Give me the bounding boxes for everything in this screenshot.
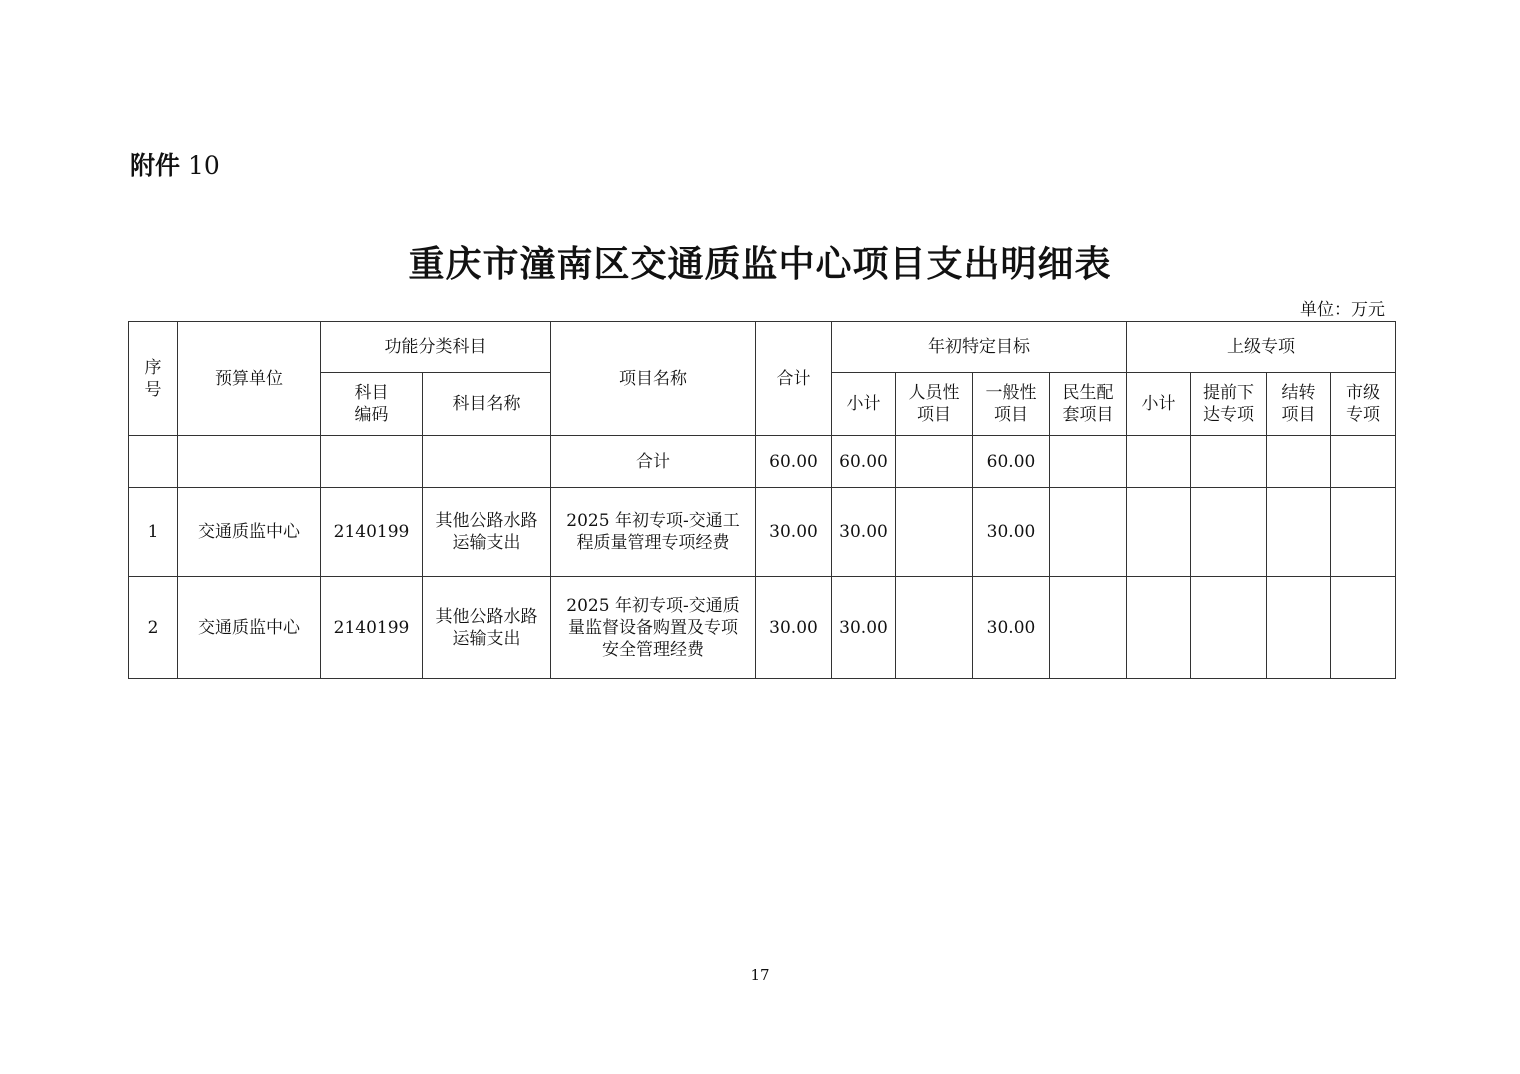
total-general: 60.00 — [973, 436, 1050, 488]
row-general: 30.00 — [973, 488, 1050, 577]
header-livelihood: 民生配 套项目 — [1050, 373, 1127, 436]
table-row — [129, 577, 1396, 679]
expenditure-table — [128, 321, 1396, 679]
row-total: 30.00 — [756, 488, 832, 577]
row-general: 30.00 — [973, 577, 1050, 679]
total-row — [129, 436, 1396, 488]
header-carryover: 结转 项目 — [1267, 373, 1331, 436]
page-number: 17 — [750, 966, 770, 984]
row-total: 30.00 — [756, 577, 832, 679]
header-personnel: 人员性 项目 — [896, 373, 973, 436]
header-superior: 上级专项 — [1127, 322, 1396, 373]
attachment-label — [130, 146, 220, 182]
header-sup-subtotal: 小计 — [1127, 373, 1191, 436]
header-row-1 — [129, 322, 1396, 373]
row-project-name: 2025 年初专项-交通质 量监督设备购置及专项 安全管理经费 — [551, 577, 756, 679]
row-seq: 1 — [129, 488, 178, 577]
header-city: 市级 专项 — [1331, 373, 1396, 436]
row-subject-name: 其他公路水路 运输支出 — [423, 488, 551, 577]
header-total: 合计 — [756, 322, 832, 436]
row-budget-unit: 交通质监中心 — [178, 488, 321, 577]
row-code: 2140199 — [321, 577, 423, 679]
unit-label: 单位：万元 — [1300, 300, 1385, 320]
row-subtotal: 30.00 — [832, 488, 896, 577]
header-project-name: 项目名称 — [551, 322, 756, 436]
header-annual-target: 年初特定目标 — [832, 322, 1127, 373]
row-budget-unit: 交通质监中心 — [178, 577, 321, 679]
header-seq: 序 号 — [129, 322, 178, 436]
header-code: 科目 编码 — [321, 373, 423, 436]
table-row — [129, 488, 1396, 577]
header-budget-unit: 预算单位 — [178, 322, 321, 436]
document-title: 重庆市潼南区交通质监中心项目支出明细表 — [408, 244, 1112, 285]
row-subject-name: 其他公路水路 运输支出 — [423, 577, 551, 679]
header-func-class: 功能分类科目 — [321, 322, 551, 373]
header-general: 一般性 项目 — [973, 373, 1050, 436]
row-project-name: 2025 年初专项-交通工 程质量管理专项经费 — [551, 488, 756, 577]
total-amount: 60.00 — [756, 436, 832, 488]
total-label: 合计 — [551, 436, 756, 488]
row-seq: 2 — [129, 577, 178, 679]
attachment-text: 附件 — [130, 151, 181, 180]
row-code: 2140199 — [321, 488, 423, 577]
total-subtotal: 60.00 — [832, 436, 896, 488]
header-advance: 提前下 达专项 — [1191, 373, 1267, 436]
row-subtotal: 30.00 — [832, 577, 896, 679]
header-subtotal: 小计 — [832, 373, 896, 436]
attachment-number: 10 — [187, 151, 220, 180]
header-subject-name: 科目名称 — [423, 373, 551, 436]
